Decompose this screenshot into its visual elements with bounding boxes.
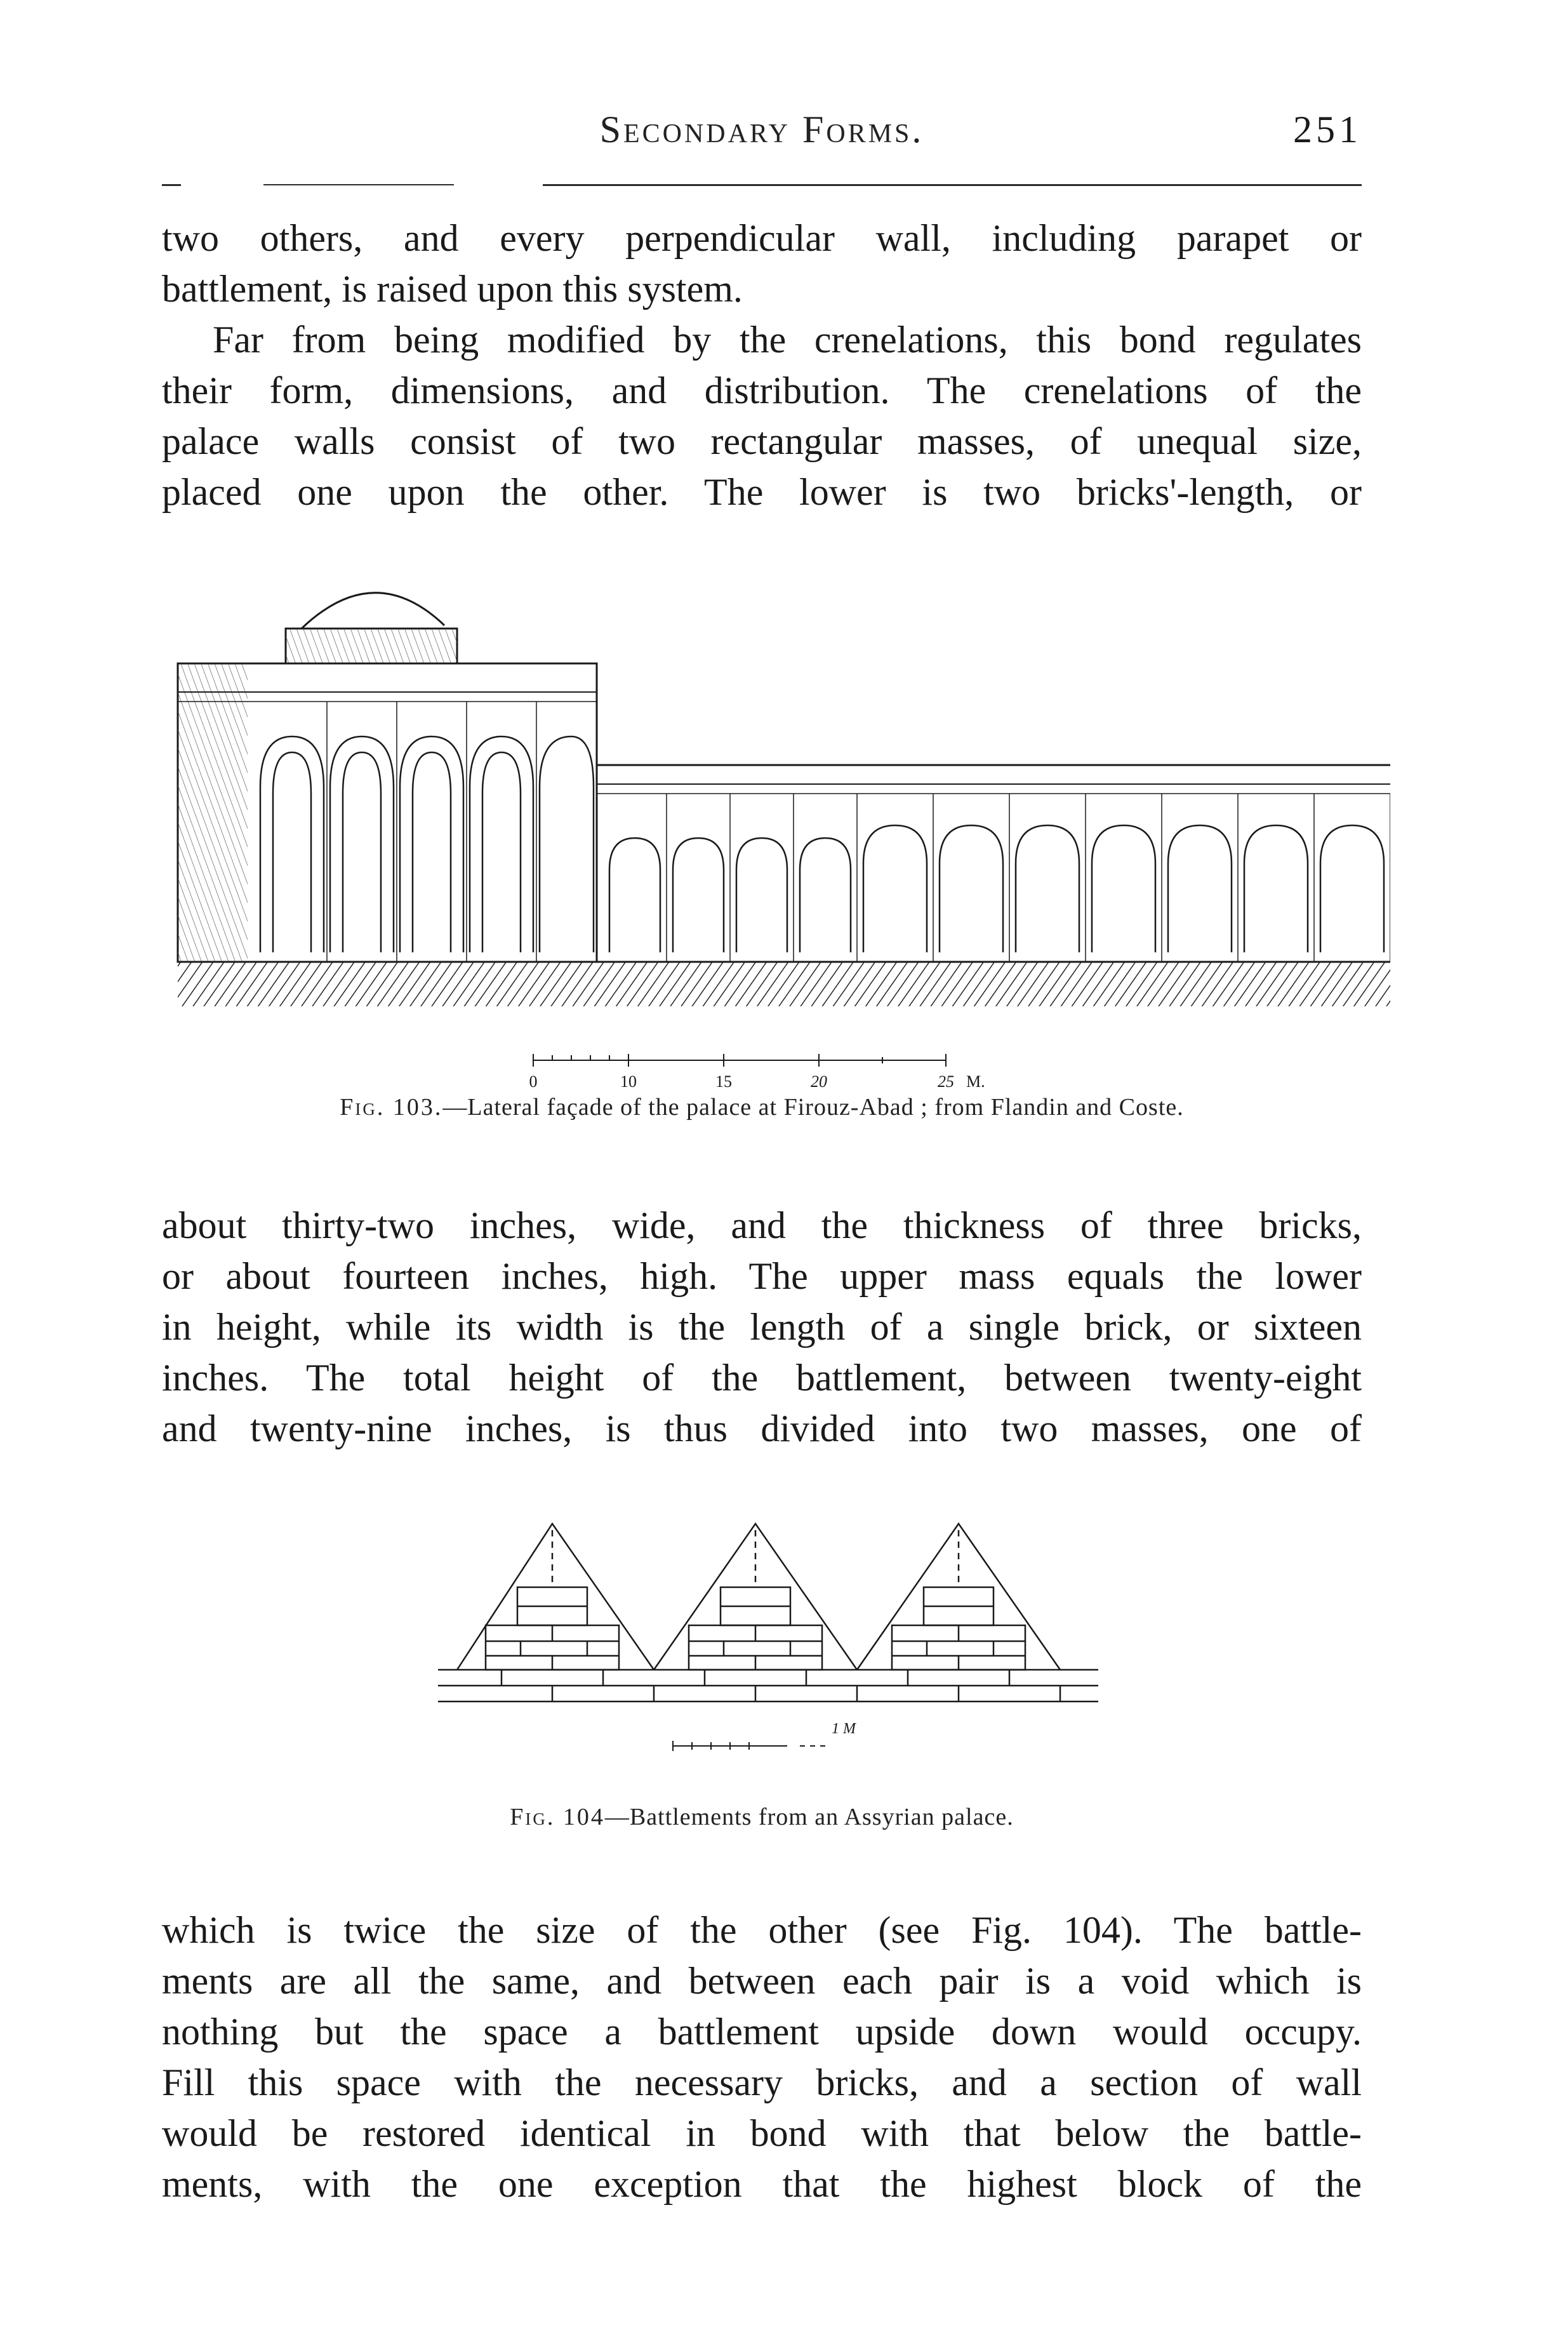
text-line: palace walls consist of two rectangular masses, of unequal size,: [162, 420, 1362, 462]
battlement-outline: [457, 1524, 654, 1670]
text-line: two others, and every perpendicular wall, including parapet or: [162, 217, 1362, 259]
caption-label: Fig. 104: [510, 1804, 605, 1830]
header-rule: [162, 184, 1362, 187]
text-line: battlement, is raised upon this system.: [162, 268, 743, 310]
caption-text: —Lateral façade of the palace at Firouz-Abad ; from Flandin and Coste.: [442, 1094, 1184, 1121]
paragraph-1: [162, 213, 1362, 314]
text-line: Far from being modified by the crenelations, this bond regulates: [213, 319, 1362, 361]
scale-label: 15: [715, 1072, 732, 1091]
palace-drawing: [178, 593, 1390, 1006]
running-title: Secondary Forms.: [599, 109, 924, 150]
paragraph-4: [162, 1905, 1362, 2209]
scale-label: M.: [966, 1072, 985, 1091]
figure-104-battlements: [425, 1511, 1155, 1797]
scale-label: 25: [938, 1072, 954, 1091]
scale-bar: [673, 1741, 825, 1751]
text-line: about thirty-two inches, wide, and the thickness of three bricks,: [162, 1204, 1362, 1246]
battlements-drawing: [438, 1524, 1098, 1701]
text-line: ments are all the same, and between each pair is a void which is: [162, 1960, 1362, 2002]
page-number: 251: [1293, 109, 1362, 150]
scale-label: 1 M: [832, 1721, 856, 1737]
text-line: in height, while its width is the length of a single brick, or sixteen: [162, 1306, 1362, 1348]
scale-label: 20: [811, 1072, 827, 1091]
paragraph-2: [162, 314, 1362, 517]
paragraph-3: [162, 1200, 1362, 1454]
figure-104-caption: [162, 1803, 1362, 1831]
text-line: ments, with the one exception that the highest block of the: [162, 2163, 1362, 2205]
caption-label: Fig. 103.: [340, 1094, 443, 1121]
text-line: nothing but the space a battlement upside down would occupy.: [162, 2011, 1362, 2053]
text-line: inches. The total height of the battlement, between twenty-eight: [162, 1357, 1362, 1399]
text-line: placed one upon the other. The lower is two bricks'-length, or: [162, 471, 1362, 513]
text-line: which is twice the size of the other (see Fig. 104). The battle-: [162, 1909, 1362, 1951]
rule-segment: [162, 184, 181, 186]
text-line: Fill this space with the necessary bricks, and a section of wall: [162, 2061, 1362, 2103]
scale-label: 0: [529, 1072, 538, 1091]
running-head: [162, 108, 1362, 159]
scale-label: 10: [620, 1072, 637, 1091]
text-line: their form, dimensions, and distribution. The crenelations of the: [162, 370, 1362, 411]
rule-segment: [263, 184, 454, 185]
scale-labels: [529, 1072, 985, 1091]
text-line: or about fourteen inches, high. The upper mass equals the lower: [162, 1255, 1362, 1297]
scale-bar: [533, 1054, 946, 1067]
figure-103-caption: [162, 1093, 1362, 1121]
figure-103-palace-facade: [165, 565, 1390, 1105]
rule-segment: [543, 184, 1362, 186]
text-line: and twenty-nine inches, is thus divided into two masses, one of: [162, 1408, 1362, 1449]
caption-text: —Battlements from an Assyrian palace.: [604, 1804, 1014, 1830]
text-line: would be restored identical in bond with that below the battle-: [162, 2112, 1362, 2154]
